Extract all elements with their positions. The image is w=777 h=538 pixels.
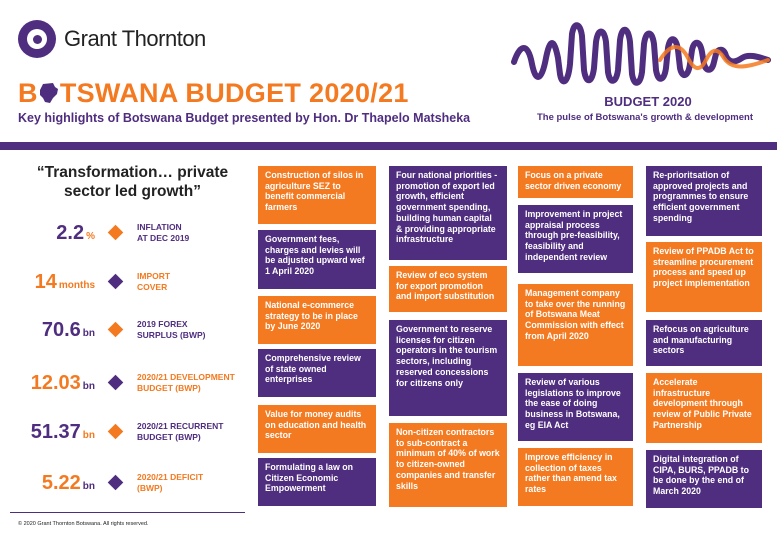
stat-label: 2020/21 DEVELOPMENT BUDGET (BWP): [137, 372, 235, 394]
grant-thornton-logo: [18, 20, 206, 58]
highlight-card: Government to reserve licenses for citizen operators in the tourism sectors, including reserved concessions for citizens only: [389, 320, 507, 416]
highlight-card: Government fees, charges and levies will be adjusted upward wef 1 April 2020: [258, 230, 376, 289]
stat-label: 2020/21 RECURRENT BUDGET (BWP): [137, 421, 224, 443]
stat-value: 12.03 bn: [30, 372, 95, 394]
highlight-card: National e-commerce strategy to be in place by June 2020: [258, 296, 376, 344]
logo-text: Grant Thornton: [64, 26, 206, 51]
budget-tagline: The pulse of Botswana's growth & development: [536, 112, 754, 123]
header-divider: [0, 142, 777, 150]
stat-value: 14 months: [34, 271, 95, 293]
highlight-card: Re-prioritsation of approved projects and programmes to ensure efficient government spending: [646, 166, 762, 236]
diamond-icon: [108, 375, 124, 391]
title-prefix: B: [18, 78, 38, 108]
highlight-card: Four national priorities - promotion of export led growth, efficient government spending, building human capital & providing appropriate infrastructure: [389, 166, 507, 260]
stat-label: 2020/21 DEFICIT (BWP): [137, 472, 204, 494]
stat-recurrent-budget: [0, 418, 250, 448]
stat-label: INFLATION AT DEC 2019: [137, 222, 190, 244]
stat-forex-surplus: [0, 316, 250, 346]
highlight-card: Refocus on agriculture and manufacturing sectors: [646, 320, 762, 366]
diamond-icon: [108, 274, 124, 290]
copyright-text: © 2020 Grant Thornton Botswana. All rights reserved.: [18, 521, 149, 527]
diamond-icon: [108, 475, 124, 491]
diamond-icon: [108, 322, 124, 338]
stat-inflation: [0, 219, 250, 249]
highlight-card: Formulating a law on Citizen Economic Empowerment: [258, 458, 376, 506]
stat-value: 5.22 bn: [41, 472, 95, 494]
highlight-card: Improve efficiency in collection of taxes rather than amend tax rates: [518, 448, 633, 506]
highlight-card: Accelerate infrastructure development through review of Public Private Partnership: [646, 373, 762, 443]
grant-thornton-logo-icon: [18, 20, 56, 58]
highlight-card: Comprehensive review of state owned enterprises: [258, 349, 376, 397]
stat-value: 70.6 bn: [41, 319, 95, 341]
stat-label: 2019 FOREX SURPLUS (BWP): [137, 319, 206, 341]
botswana-map-icon: [39, 82, 59, 104]
highlight-card: Value for money audits on education and health sector: [258, 405, 376, 453]
stat-import-cover: [0, 268, 250, 298]
highlight-card: Focus on a private sector driven economy: [518, 166, 633, 198]
transformation-quote: “Transformation… private sector led growth”: [36, 164, 229, 200]
stat-value: 2.2 %: [56, 222, 95, 244]
highlight-card: Improvement in project appraisal process through pre-feasibility, feasibility and independent review: [518, 205, 633, 273]
highlight-card: Management company to take over the running of Botswana Meat Commission with effect from April 2020: [518, 284, 633, 366]
stat-deficit: [0, 469, 250, 499]
footer-divider: [10, 512, 245, 513]
diamond-icon: [108, 225, 124, 241]
page-title: [18, 78, 409, 109]
diamond-icon: [108, 424, 124, 440]
highlight-card: Digital integration of CIPA, BURS, PPADB to be done by the end of March 2020: [646, 450, 762, 508]
highlight-card: Review of various legislations to improve the ease of doing business in Botswana, eg EIA Act: [518, 373, 633, 441]
stat-value: 51.37 bn: [30, 421, 95, 443]
highlight-card: Review of eco system for export promotion and import substitution: [389, 266, 507, 312]
pulse-wave-graphic: [510, 14, 772, 94]
budget-2020-title: BUDGET 2020: [604, 94, 692, 109]
title-rest: TSWANA BUDGET 2020/21: [59, 78, 409, 108]
highlight-card: Construction of silos in agriculture SEZ to benefit commercial farmers: [258, 166, 376, 224]
subtitle: Key highlights of Botswana Budget presented by Hon. Dr Thapelo Matsheka: [18, 111, 471, 125]
stat-development-budget: [0, 369, 250, 399]
highlight-card: Review of PPADB Act to streamline procurement process and speed up project implementation: [646, 242, 762, 312]
highlight-card: Non-citizen contractors to sub-contract a minimum of 40% of work to citizen-owned companies and transfer skills: [389, 423, 507, 507]
stat-label: IMPORT COVER: [137, 271, 171, 293]
